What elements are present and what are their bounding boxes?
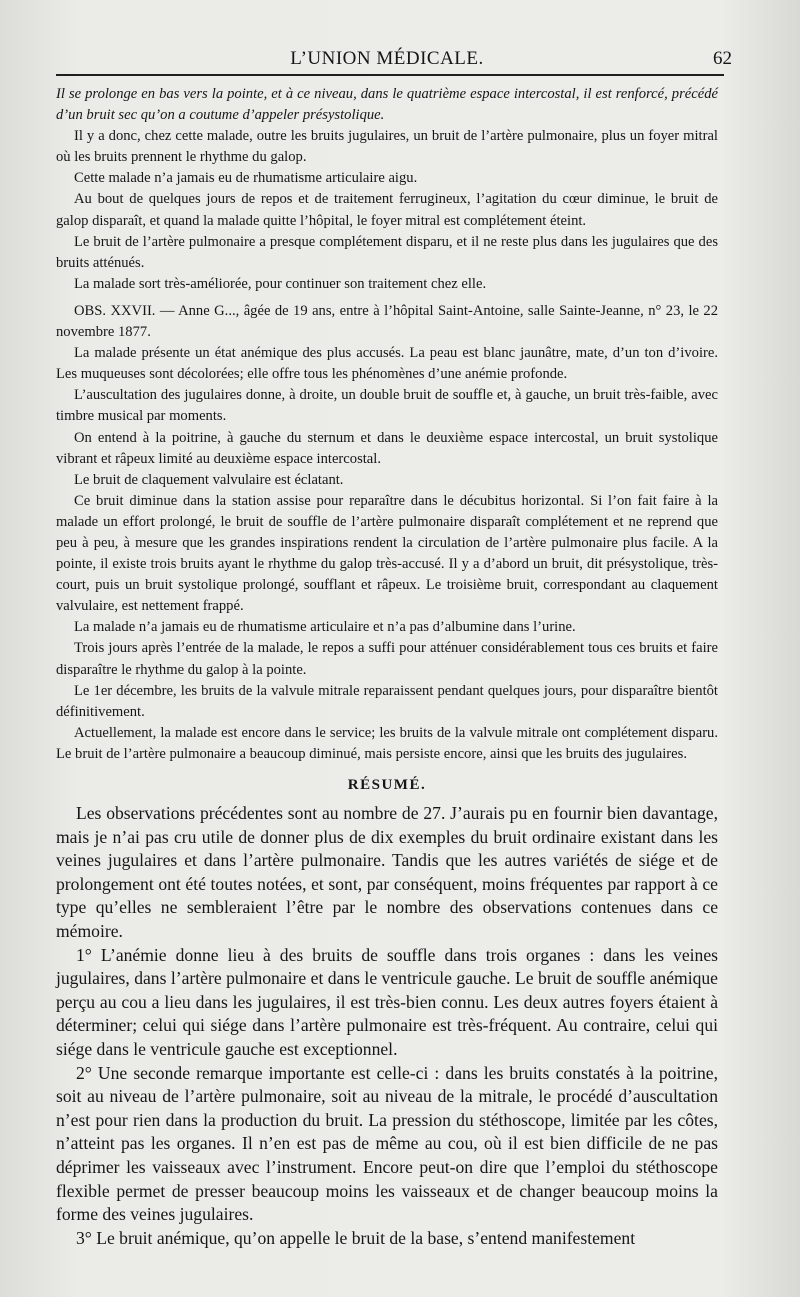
paragraph: La malade présente un état anémique des plus accusés. La peau est blanc jaunâtre, mate, d’un ton d’ivoire. Les muqueuses sont décolorées; elle offre tous les phénomènes d’une anémie profonde. [56, 345, 718, 383]
page-number: 62 [713, 48, 732, 69]
paragraph: 2° Une seconde remarque importante est celle-ci : dans les bruits constatés à la poitrine, soit au niveau de l’artère pulmonaire, soit au niveau de la mitrale, le procédé d’auscultation n’est pour rien dans la production du bruit. La pression du stéthoscope, limitée par les côtes, n’atteint pas les organes. Il n’en est pas de même au cou, où il est bien difficile de ne pas déprimer les vaisseaux avec l’instrument. Encore peut-on dire que l’emploi du stéthoscope flexible permet de presser beaucoup moins les vaisseaux et de changer beaucoup moins la forme des veines jugulaires. [56, 1062, 718, 1225]
paragraph: Les observations précédentes sont au nombre de 27. J’aurais pu en fournir bien davantage, mais je n’ai pas cru utile de donner plus de dix exemples du bruit ordinaire existant dans les veines jugulaires et dans l’artère pulmonaire. Tandis que les autres variétés de siége et de prolongement ont été toutes notées, et sont, par conséquent, moins fréquentes par rapport à ce type qu’elles ne sembleraient l’être par le nombre des observations contenues dans ce mémoire. [56, 803, 718, 941]
paragraph: Cette malade n’a jamais eu de rhumatisme articulaire aigu. [74, 170, 418, 187]
paragraph: Le bruit de l’artère pulmonaire a presque complétement disparu, et il ne reste plus dans les jugulaires que des bruits atténués. [56, 233, 718, 271]
paragraph: Trois jours après l’entrée de la malade, le repos a suffi pour atténuer considérablement tous ces bruits et faire disparaître le rhythme du galop à la pointe. [56, 640, 718, 678]
paragraph: Actuellement, la malade est encore dans le service; les bruits de la valvule mitrale ont complétement disparu. Le bruit de l’artère pulmonaire a beaucoup diminué, mais persiste encore, ainsi que les bruits des jugulaires. [56, 724, 718, 762]
observation-text [56, 84, 718, 765]
paragraph: Le 1er décembre, les bruits de la valvule mitrale reparaissent pendant quelques jours, pour disparaître bientôt définitivement. [56, 682, 718, 720]
paragraph: On entend à la poitrine, à gauche du sternum et dans le deuxième espace intercostal, un bruit systolique vibrant et râpeux limité au deuxième espace intercostal. [56, 429, 718, 467]
paragraph: Au bout de quelques jours de repos et de traitement ferrugineux, l’agitation du cœur diminue, le bruit de galop disparaît, et quand la malade quitte l’hôpital, le foyer mitral est complétement éteint. [56, 191, 718, 229]
paragraph: 3° Le bruit anémique, qu’on appelle le bruit de la base, s’entend manifestement [76, 1227, 636, 1248]
header-rule [56, 74, 724, 76]
section-heading-resume: RÉSUMÉ. [347, 777, 427, 793]
paragraph: L’auscultation des jugulaires donne, à droite, un double bruit de souffle et, à gauche, un bruit très-faible, avec timbre musical par moments. [56, 387, 718, 425]
paragraph: Il y a donc, chez cette malade, outre les bruits jugulaires, un bruit de l’artère pulmonaire, plus un foyer mitral où les bruits prennent le rhythme du galop. [56, 128, 718, 166]
running-title: L’UNION MÉDICALE. [290, 48, 484, 69]
paragraph: Ce bruit diminue dans la station assise pour reparaître dans le décubitus horizontal. Si l’on fait faire à la malade un effort prolongé, le bruit de souffle de l’artère pulmonaire disparaît complétement et ne reprend que peu à peu, à mesure que les grandes inspirations rendent la circulation de l’artère pulmonaire plus facile. A la pointe, il existe trois bruits ayant le rhythme du galop très-accusé. Il y a d’abord un bruit, dit présystolique, très-court, puis un bruit systolique prolongé, soufflant et râpeux. Le troisième bruit, correspondant au claquement valvulaire, est nettement frappé. [56, 492, 718, 615]
paragraph: La malade n’a jamais eu de rhumatisme articulaire et n’a pas d’albumine dans l’urine. [74, 619, 576, 636]
page-header [56, 40, 732, 69]
paragraph: Le bruit de claquement valvulaire est éclatant. [74, 471, 344, 488]
paragraph: 1° L’anémie donne lieu à des bruits de souffle dans trois organes : dans les veines jugulaires, dans l’artère pulmonaire et dans le ventricule gauche. Le bruit de souffle anémique perçu au cou a lieu dans les jugulaires, il est très-bien connu. Les deux autres foyers étaient à déterminer; celui qui siége dans l’artère pulmonaire est très-fréquent. Au contraire, celui qui siége dans le ventricule gauche est exceptionnel. [56, 944, 718, 1059]
resume-text [56, 802, 718, 1250]
observation-heading: OBS. XXVII. — Anne G..., âgée de 19 ans, entre à l’hôpital Saint-Antoine, salle Sainte-Jeanne, n° 23, le 22 novembre 1877. [56, 302, 718, 341]
paragraph: Il se prolonge en bas vers la pointe, et à ce niveau, dans le quatrième espace intercostal, il est renforcé, précédé d’un bruit sec qu’on a coutume d’appeler présystolique. [56, 86, 718, 124]
paragraph: La malade sort très-améliorée, pour continuer son traitement chez elle. [74, 275, 487, 292]
